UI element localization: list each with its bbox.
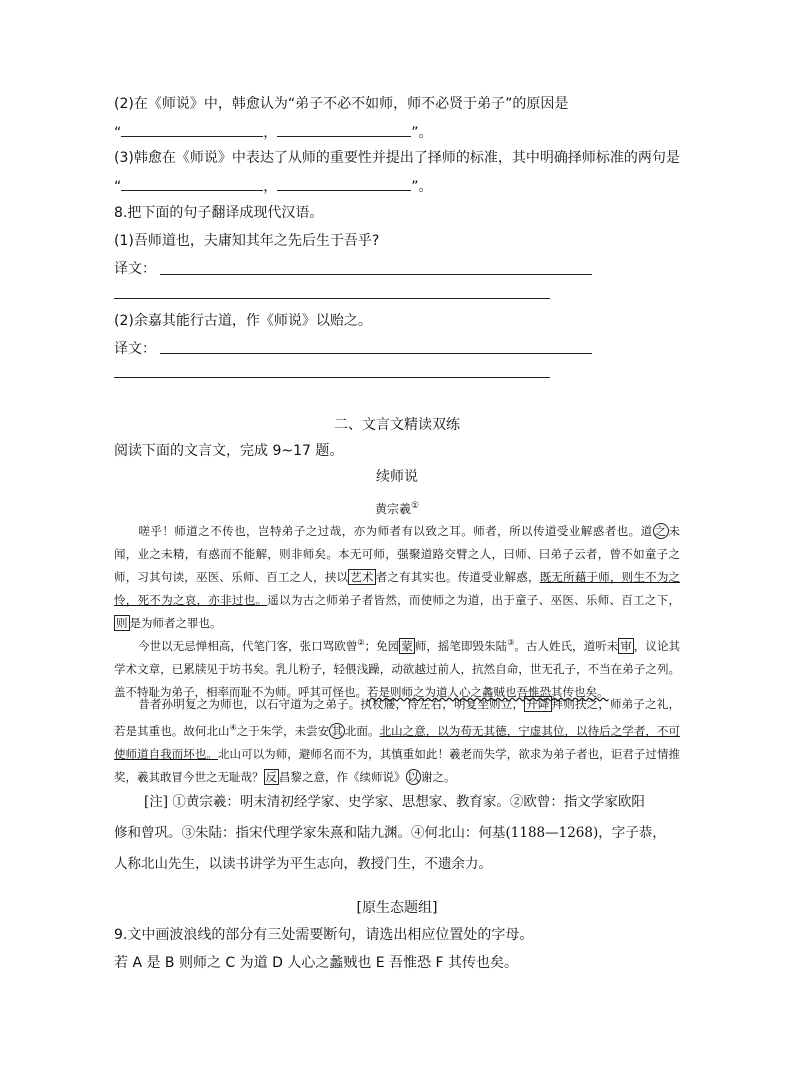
q8-title: 8.把下面的句子翻译成现代汉语。 <box>114 205 324 221</box>
boxed-word: 蒙 <box>401 638 413 653</box>
notes-line-3: 人称北山先生，以读书讲学为平生志向，教授门生，不遗余力。 <box>114 856 492 872</box>
translation-line-1a[interactable] <box>160 274 592 275</box>
boxed-word: 升降 <box>526 697 550 711</box>
passage-author <box>0 496 794 519</box>
comma: ， <box>263 179 278 195</box>
notes-block <box>114 787 694 880</box>
passage-paragraph-1: 嗟乎！师道之不传也，岂特弟子之过哉，亦为师者有以致之耳。师者，所以传道受业解惑者也。道 之 未闻，业之未精，有惑而不能解，则非师矣。本无可师，强聚道路交臂之人，曰师、曰弟子云者，曾不如童子之师，习其句读，巫医、乐师、百工之人，挟以 艺术 者之有其实也。传道受业解惑，既无所藉于师，则生不为之怜，死不为之哀，亦非过也。遥以为古之师弟子者皆然，而使师之为道，出于童子、巫医、乐师、百工之下，则 是为师者之罪也。 <box>114 524 681 630</box>
notes-line-2: 修和曾巩。③朱陆：指宋代理学家朱熹和陆九渊。④何北山：何基(1188—1268)，字子恭， <box>114 825 666 841</box>
underlined-sentence: 既无所藉于师，则生不为之怜，死不为之哀，亦非过也。 <box>114 570 681 607</box>
boxed-word: 则 <box>116 616 128 630</box>
circled-char: 其 <box>331 723 343 738</box>
q8-sentence-1: (1)吾师道也，夫庸知其年之先后生于吾乎? <box>114 233 380 249</box>
q7-item3-blanks <box>114 176 433 197</box>
translation-line-2b[interactable] <box>114 377 550 378</box>
author-note-mark: ① <box>410 501 420 511</box>
boxed-word: 艺术 <box>350 570 374 584</box>
passage-paragraph-2: 今世以无忌惮相高，代笔门客，张口骂欧曾②；免园 蒙 师，摇笔即毁朱陆③。古人姓氏，道听未 审 ，议论其学术文章，已累牍见于坊书矣。乳儿粉子，轻偎浅躁，动欲越过前人，抗然自命，世无孔子，不当在弟子之列。盖不特耻为弟子，相率而耻不为师。呼其可怪也。若是则师之为道人心之蠡贼也吾惟恐其传也矣。 <box>114 638 681 699</box>
translation-line-2a[interactable] <box>160 353 592 354</box>
translation-line-1b[interactable] <box>114 298 550 299</box>
q9-sentence: 若 A 是 B 则师之 C 为道 D 人心之蠡贼也 E 吾惟恐 F 其传也矣。 <box>114 955 519 971</box>
notes-line-1: ①黄宗羲：明末清初经学家、史学家、思想家、教育家。②欧曾：指文学家欧阳 <box>172 794 645 810</box>
section-instruction: 阅读下面的文言文，完成 9~17 题。 <box>114 443 344 459</box>
boxed-word: 反 <box>265 769 277 784</box>
q7-item2: (2)在《师说》中，韩愈认为“弟子不必不如师，师不必贤于弟子”的原因是 <box>114 96 569 112</box>
group-label: [原生态题组] <box>356 900 438 916</box>
open-quote: “ <box>114 125 122 141</box>
wavy-underlined-sentence: 若是则师之为道人心之蠡贼也吾惟恐其传也矣。 <box>367 684 609 699</box>
answer-blank-2[interactable] <box>277 122 411 137</box>
passage-title: 续师说 <box>376 469 418 485</box>
close-quote: ”。 <box>411 125 433 141</box>
q9-question: 9.文中画波浪线的部分有三处需要断句，请选出相应位置处的字母。 <box>114 927 534 943</box>
underlined-sentence: 北山之意，以为苟无其德，宁虚其位，以待后之学者，不可使师道自我而坏也。 <box>114 723 681 761</box>
circled-char: 之 <box>654 524 667 538</box>
translation-label-1: 译文： <box>114 261 156 277</box>
q8-sentence-2: (2)余嘉其能行古道，作《师说》以贻之。 <box>114 313 372 329</box>
close-quote: ”。 <box>411 179 433 195</box>
passage-paragraph-3: 昔者孙明复之为师也，以石守道为之弟子。执杖屦，侍左右，明复坐则立， 升降 拜则扶之，师弟子之礼，若是其重也。故何北山④之于朱学，未尝安 其 北面。北山之意，以为苟无其德，宁虚其位，以待后之学者，不可使师道自我而坏也。北山可以为师，避师名而不为，其慎重如此！羲老而失学，欲求为弟子者也，讵君子过情推奖，羲其敢冒今世之无耻哉？ 反 昌黎之意，作《续师说》 以 谢之。 <box>114 697 681 784</box>
comma: ， <box>263 125 278 141</box>
circled-char: 以 <box>407 769 419 784</box>
q7-item3: (3)韩愈在《师说》中表达了从师的重要性并提出了择师的标准，其中明确择师标准的两句是 <box>114 150 680 166</box>
translation-label-2: 译文： <box>114 341 156 357</box>
answer-blank-1[interactable] <box>121 122 263 137</box>
answer-blank-3[interactable] <box>121 176 263 191</box>
section-heading: 二、文言文精读双练 <box>334 417 460 433</box>
notes-label: [注] <box>144 794 169 810</box>
answer-blank-4[interactable] <box>277 176 411 191</box>
boxed-word: 审 <box>620 638 632 653</box>
q7-item2-blanks <box>114 122 433 143</box>
author-name: 黄宗羲 <box>374 502 411 516</box>
open-quote: “ <box>114 179 122 195</box>
